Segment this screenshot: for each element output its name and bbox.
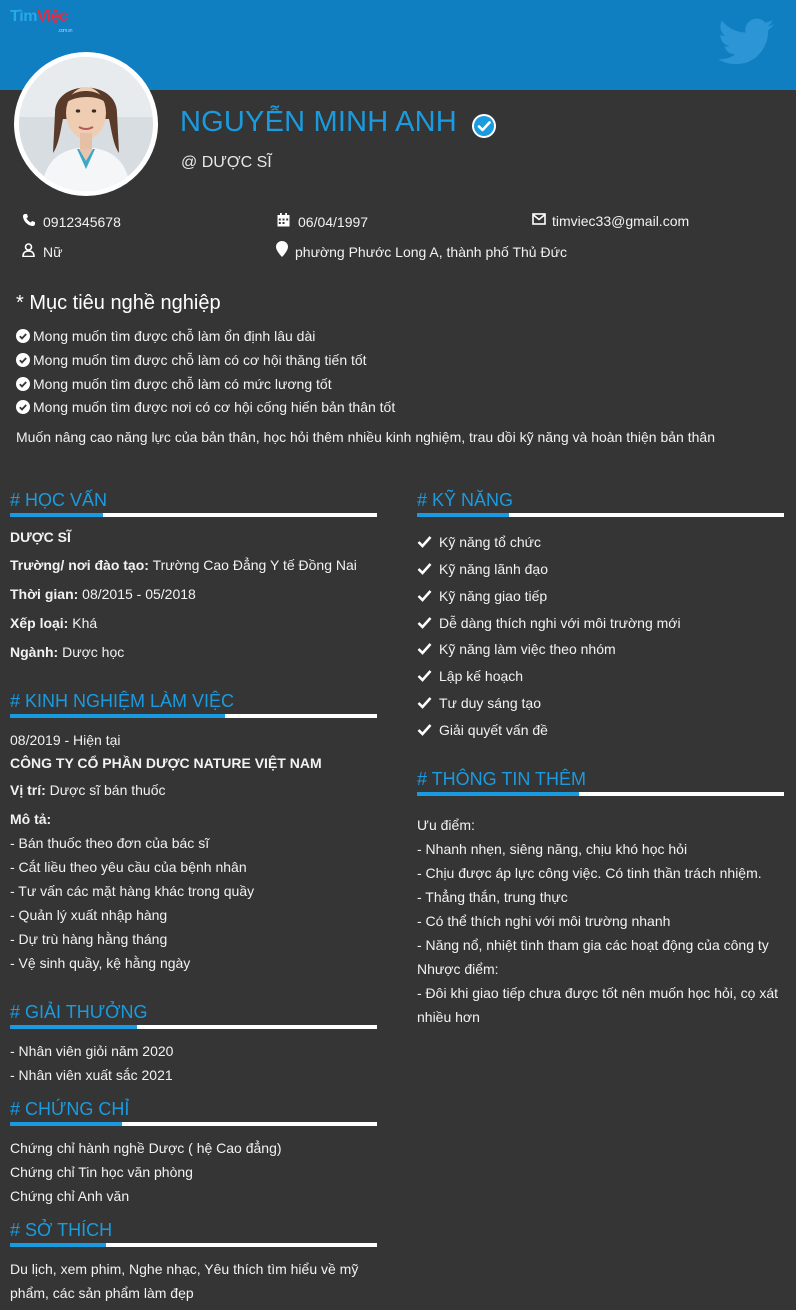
calendar-icon [277, 213, 290, 227]
address-text: phường Phước Long A, thành phố Thủ Đức [295, 244, 567, 260]
education-major: Ngành: Dược học [10, 644, 125, 660]
hobbies-line: phẩm, các sản phẩm làm đẹp [10, 1285, 194, 1301]
certificates-heading: # CHỨNG CHỈ [10, 1099, 130, 1119]
certificate-item: Chứng chỉ Anh văn [10, 1188, 130, 1204]
additional-line: - Có thể thích nghi với môi trường nhanh [417, 913, 671, 929]
email-icon [532, 213, 546, 225]
check-icon [417, 642, 432, 655]
awards-heading: # GIẢI THƯỞNG [10, 1002, 148, 1022]
hobbies-line: Du lịch, xem phim, Nghe nhạc, Yêu thích tìm hiểu về mỹ [10, 1261, 359, 1277]
objective-paragraph: Muốn nâng cao năng lực của bản thân, học hỏi thêm nhiều kinh nghiệm, trau dồi kỹ năng và hoàn thiện bản thân [16, 429, 715, 445]
award-item: - Nhân viên giỏi năm 2020 [10, 1043, 174, 1059]
duty-item: - Tư vấn các mặt hàng khác trong quầy [10, 883, 255, 899]
additional-divider [417, 792, 784, 796]
phone-icon [22, 213, 36, 227]
hobbies-divider [10, 1243, 377, 1247]
awards-divider [10, 1025, 377, 1029]
hobbies-heading: # SỞ THÍCH [10, 1220, 113, 1240]
education-rank: Xếp loại: Khá [10, 615, 98, 631]
education-heading: # HỌC VẤN [10, 490, 108, 510]
twitter-icon[interactable] [718, 18, 774, 66]
candidate-title: @ DƯỢC SĨ [181, 154, 272, 171]
location-pin-icon [276, 241, 288, 257]
gender-text: Nữ [43, 244, 63, 260]
check-icon [417, 723, 432, 736]
certificate-item: Chứng chỉ Tin học văn phòng [10, 1164, 193, 1180]
phone-text: 0912345678 [43, 214, 121, 230]
site-logo[interactable]: TìmViệc .com.vn [10, 8, 73, 34]
experience-company: CÔNG TY CỔ PHẦN DƯỢC NATURE VIỆT NAM [10, 755, 322, 771]
education-divider [10, 513, 377, 517]
check-icon [417, 669, 432, 682]
experience-heading: # KINH NGHIỆM LÀM VIỆC [10, 691, 235, 711]
dob-text: 06/04/1997 [298, 214, 369, 230]
objective-title: * Mục tiêu nghề nghiệp [16, 292, 221, 314]
check-icon [417, 589, 432, 602]
duty-item: - Cắt liều theo yêu cầu của bệnh nhân [10, 859, 247, 875]
duty-item: - Vệ sinh quầy, kệ hằng ngày [10, 955, 191, 971]
email-text: timviec33@gmail.com [552, 213, 690, 229]
verified-icon [471, 113, 497, 139]
certificate-item: Chứng chỉ hành nghề Dược ( hệ Cao đẳng) [10, 1140, 282, 1156]
experience-period: 08/2019 - Hiện tại [10, 732, 121, 748]
avatar [19, 57, 153, 191]
additional-line: - Nhanh nhẹn, siêng năng, chịu khó học hỏi [417, 841, 688, 857]
additional-line: Ưu điểm: [417, 817, 475, 833]
certificates-divider [10, 1122, 377, 1126]
additional-line: - Năng nổ, nhiệt tình tham gia các hoạt động của công ty [417, 937, 769, 953]
additional-line: nhiều hơn [417, 1009, 480, 1025]
check-icon [417, 562, 432, 575]
check-circle-icon [16, 377, 30, 391]
education-school: Trường/ nơi đào tạo: Trường Cao Đẳng Y tế Đồng Nai [10, 557, 357, 573]
duty-item: - Dự trù hàng hằng tháng [10, 931, 168, 947]
education-time: Thời gian: 08/2015 - 05/2018 [10, 586, 196, 602]
check-circle-icon [16, 353, 30, 367]
check-icon [417, 696, 432, 709]
education-degree: DƯỢC SĨ [10, 529, 71, 545]
duty-item: - Bán thuốc theo đơn của bác sĩ [10, 835, 210, 851]
avatar-photo [19, 57, 153, 191]
check-icon [417, 535, 432, 548]
check-circle-icon [16, 329, 30, 343]
award-item: - Nhân viên xuất sắc 2021 [10, 1067, 173, 1083]
skills-divider [417, 513, 784, 517]
skills-heading: # KỸ NĂNG [417, 490, 514, 510]
additional-line: Nhược điểm: [417, 961, 499, 977]
duty-item: - Quản lý xuất nhập hàng [10, 907, 168, 923]
candidate-name: NGUYỄN MINH ANH [180, 106, 457, 138]
experience-divider [10, 714, 377, 718]
experience-position: Vị trí: Dược sĩ bán thuốc [10, 782, 166, 798]
additional-line: - Đôi khi giao tiếp chưa được tốt nên muốn học hỏi, cọ xát [417, 985, 779, 1001]
check-circle-icon [16, 400, 30, 414]
additional-line: - Thẳng thắn, trung thực [417, 889, 568, 905]
experience-desc-label: Mô tả: [10, 811, 52, 827]
additional-heading: # THÔNG TIN THÊM [417, 769, 587, 789]
check-icon [417, 616, 432, 629]
additional-line: - Chịu được áp lực công việc. Có tinh thần trách nhiệm. [417, 865, 762, 881]
user-icon [22, 243, 35, 257]
